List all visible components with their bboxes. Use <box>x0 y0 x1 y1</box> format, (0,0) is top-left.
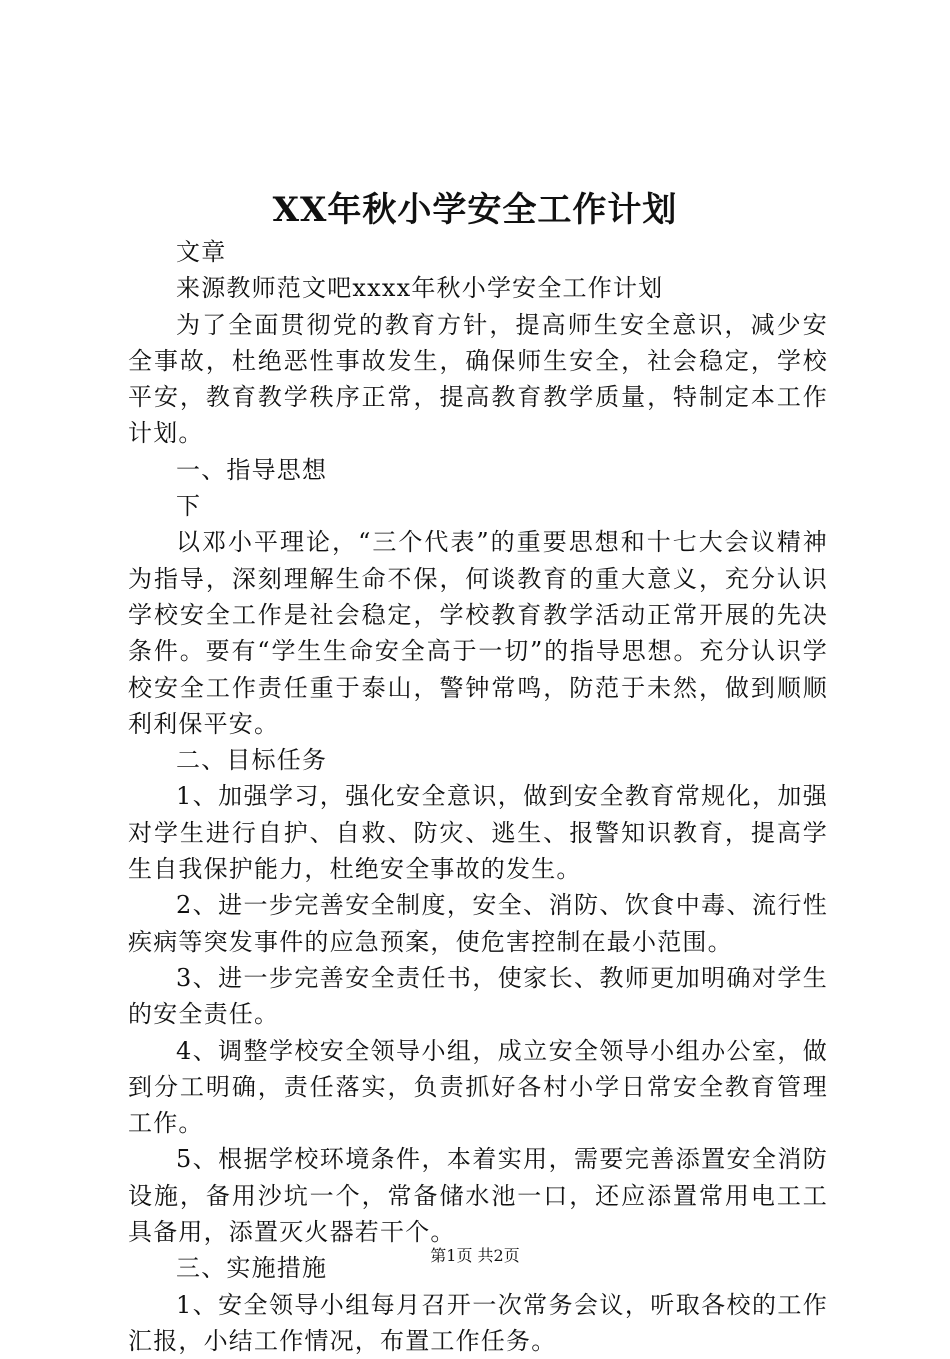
list-item: 1、安全领导小组每月召开一次常务会议，听取各校的工作汇报，小结工作情况，布置工作任务。 <box>128 1290 828 1355</box>
list-item: 4、调整学校安全领导小组，成立安全领导小组办公室，做到分工明确，责任落实，负责抓好各村小学日常安全教育管理工作。 <box>128 1036 828 1138</box>
document-title: XX年秋小学安全工作计划 <box>272 190 678 230</box>
section-heading: 三、实施措施 <box>176 1254 328 1283</box>
page-footer: 第1页 共2页 <box>430 1246 520 1265</box>
paragraph: 下 <box>176 492 202 521</box>
list-item: 3、进一步完善安全责任书，使家长、教师更加明确对学生的安全责任。 <box>128 963 828 1029</box>
list-item: 1、加强学习，强化安全意识，做到安全教育常规化，加强对学生进行自护、自救、防灾、逃生、报警知识教育，提高学生自我保护能力，杜绝安全事故的发生。 <box>128 782 828 884</box>
paragraph: 来源教师范文吧xxxx年秋小学安全工作计划 <box>176 274 664 303</box>
paragraph: 文章 <box>176 238 227 266</box>
document-body <box>128 234 828 1359</box>
section-heading: 一、指导思想 <box>176 455 328 484</box>
paragraph: 以邓小平理论，“三个代表”的重要思想和十七大会议精神为指导，深刻理解生命不保，何谈教育的重大意义，充分认识学校安全工作是社会稳定，学校教育教学活动正常开展的先决条件。要有“学生生命安全高于一切”的指导思想。充分认识学校安全工作责任重于泰山，警钟常鸣，防范于未然，做到顺顺利利保平安。 <box>128 528 828 738</box>
section-heading: 二、目标任务 <box>176 746 328 775</box>
list-item: 2、进一步完善安全制度，安全、消防、饮食中毒、流行性疾病等突发事件的应急预案，使危害控制在最小范围。 <box>128 891 828 956</box>
paragraph: 为了全面贯彻党的教育方针，提高师生安全意识，减少安全事故，杜绝恶性事故发生，确保师生安全，社会稳定，学校平安，教育教学秩序正常，提高教育教学质量，特制定本工作计划。 <box>128 310 828 448</box>
list-item: 5、根据学校环境条件，本着实用，需要完善添置安全消防设施，备用沙坑一个，常备储水池一口，还应添置常用电工工具备用，添置灭火器若干个。 <box>128 1145 828 1247</box>
